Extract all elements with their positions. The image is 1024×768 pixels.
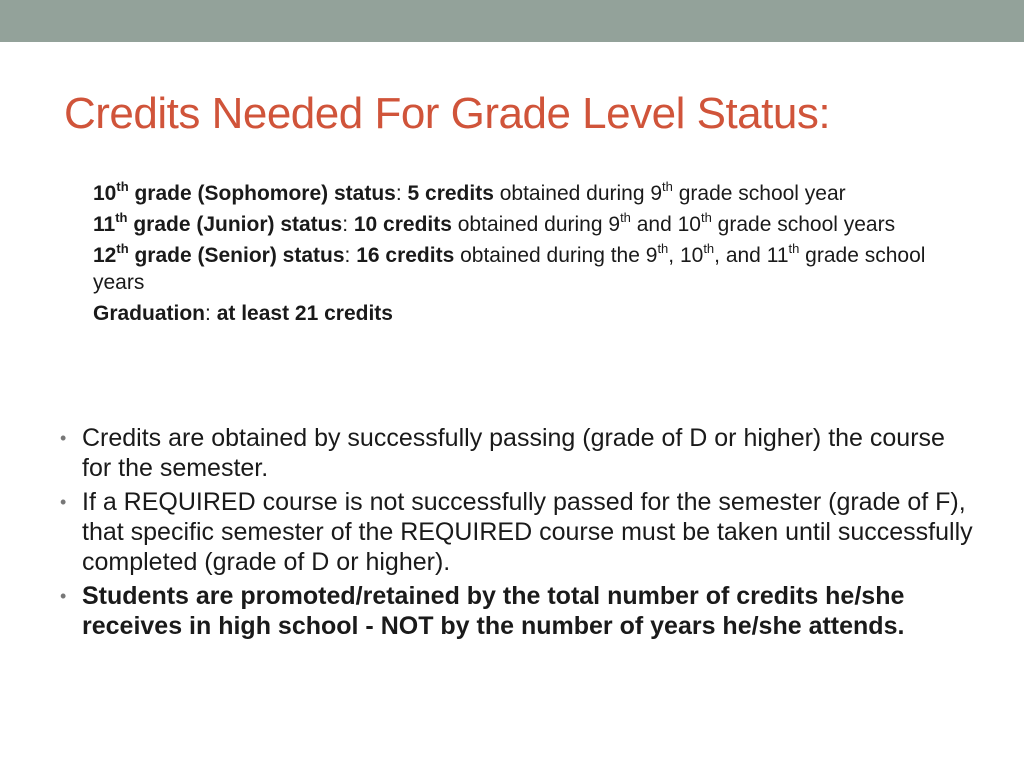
- bullet-dot-icon: •: [60, 428, 67, 448]
- sophomore-description: obtained during 9th grade school year: [493, 179, 846, 205]
- sophomore-colon: :: [395, 182, 408, 205]
- credit-requirements-list: [93, 180, 973, 331]
- junior-description: obtained during 9th and 10th grade school years: [451, 210, 896, 236]
- sophomore-status-label: 10th grade (Sophomore) status: [93, 179, 396, 205]
- senior-status-label: 12th grade (Senior) status: [93, 241, 345, 267]
- slide-title: Credits Needed For Grade Level Status:: [64, 89, 831, 138]
- graduation-credits: at least 21 credits: [216, 302, 393, 325]
- bullet-item-promotion-rule: [60, 581, 980, 641]
- junior-colon: :: [342, 213, 354, 236]
- senior-colon: :: [344, 244, 357, 267]
- junior-status-label: 11th grade (Junior) status: [93, 210, 343, 236]
- senior-description: obtained during the 9th, 10th, and 11th grade school years: [93, 241, 926, 294]
- sophomore-credits: 5 credits: [407, 182, 494, 205]
- bullet-item-required-course: [60, 487, 980, 577]
- notes-bullet-list: [60, 423, 980, 645]
- top-accent-bar: [0, 0, 1024, 42]
- bullet-dot-icon: •: [60, 492, 67, 512]
- credit-item-junior: [93, 211, 973, 238]
- credit-item-senior: [93, 242, 973, 296]
- graduation-colon: :: [205, 302, 217, 325]
- junior-credits: 10 credits: [353, 213, 452, 236]
- credit-item-graduation: [93, 300, 973, 327]
- bullet-text-emphasis: Students are promoted/retained by the total number of credits he/she receives in high school - NOT by the number of years he/she attends.: [82, 582, 905, 640]
- credit-item-sophomore: [93, 180, 973, 207]
- bullet-item-credits-obtained: [60, 423, 980, 483]
- senior-credits: 16 credits: [356, 244, 455, 267]
- bullet-dot-icon: •: [60, 586, 67, 606]
- bullet-text: If a REQUIRED course is not successfully passed for the semester (grade of F), that specific semester of the REQUIRED course must be taken until successfully completed (grade of D or higher).: [82, 488, 973, 576]
- graduation-label: Graduation: [93, 302, 206, 325]
- bullet-text: Credits are obtained by successfully passing (grade of D or higher) the course for the semester.: [82, 424, 945, 482]
